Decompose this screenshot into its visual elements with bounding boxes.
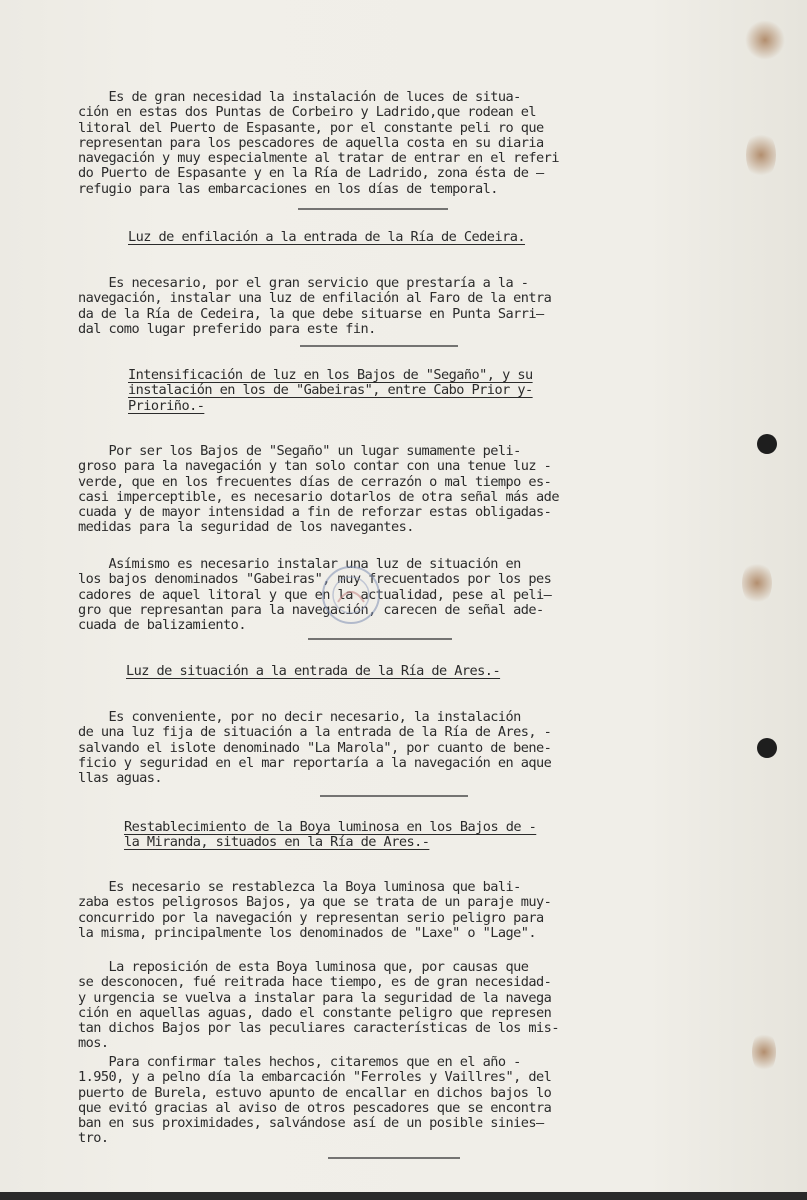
text-line: instalación en los de "Gabeiras", entre Cabo Prior y-: [128, 382, 533, 399]
punch-hole: [757, 434, 777, 454]
text-line: medidas para la seguridad de los navegantes.: [78, 519, 414, 536]
text-line: Intensificación de luz en los Bajos de "Segaño", y su: [128, 367, 533, 383]
separator-rule: [300, 345, 458, 347]
text-line: concurrido por la navegación y representan serio peligro para: [78, 909, 544, 926]
heading-ares: [126, 664, 704, 679]
text-line: Es necesario se restablezca la Boya luminosa que bali-: [78, 879, 521, 895]
text-line: Restablecimiento de la Boya luminosa en los Bajos de -: [124, 819, 537, 835]
text-line: casi imperceptible, es necesario dotarlos de otra señal más ade: [78, 488, 559, 505]
text-line: Asímismo es necesario instalar una luz de situación en: [78, 556, 521, 572]
text-line: ción en estas dos Puntas de Corbeiro y Ladrido,que rodean el: [78, 104, 537, 121]
text-line: dal como lugar preferido para este fin.: [78, 320, 376, 337]
heading-cedeira: [128, 230, 706, 245]
paragraph-espasante: [78, 90, 656, 197]
heading-miranda: [124, 820, 702, 851]
separator-rule: [298, 208, 448, 210]
paragraph-ares: [78, 710, 656, 786]
text-line: Es conveniente, por no decir necesario, la instalación: [78, 709, 521, 725]
text-line: los bajos denominados "Gabeiras", muy frecuentados por los pes: [78, 571, 552, 588]
text-line: gro que represantan para la navegación, carecen de señal ade-: [78, 601, 544, 618]
text-line: que evitó gracias al aviso de otros pescadores que se encontra: [78, 1099, 552, 1116]
text-line: ficio y seguridad en el mar reportaría a la navegación en aque: [78, 754, 552, 771]
text-line: do Puerto de Espasante y en la Ría de Ladrido, zona ésta de —: [78, 165, 544, 182]
rust-stain: [752, 1030, 776, 1074]
text-line: cuada y de mayor intensidad a fin de reforzar estas obligadas-: [78, 504, 552, 521]
separator-rule: [308, 638, 452, 640]
text-line: salvando el islote denominado "La Marola", por cuanto de bene-: [78, 739, 552, 756]
watermark-stamp-icon: [318, 562, 384, 628]
text-line: llas aguas.: [78, 770, 162, 787]
text-line: la Miranda, situados en la Ría de Ares.-: [124, 834, 430, 851]
text-line: la misma, principalmente los denominados de "Laxe" o "Lage".: [78, 924, 537, 941]
text-line: de una luz fija de situación a la entrada de la Ría de Ares, -: [78, 724, 552, 741]
text-line: Es necesario, por el gran servicio que prestaría a la -: [78, 275, 529, 291]
text-line: da de la Ría de Cedeira, la que debe situarse en Punta Sarri—: [78, 305, 544, 322]
rust-stain: [746, 130, 776, 180]
text-line: mos.: [78, 1035, 109, 1052]
text-line: tro.: [78, 1130, 109, 1147]
text-line: La reposición de esta Boya luminosa que, por causas que: [78, 959, 529, 975]
text-line: ban en sus proximidades, salvándose así de un posible sinies—: [78, 1115, 544, 1132]
text-line: Luz de enfilación a la entrada de la Ría de Cedeira.: [128, 229, 525, 245]
text-line: cuada de balizamiento.: [78, 617, 246, 634]
text-line: navegación y muy especialmente al tratar de entrar en el referi: [78, 150, 559, 167]
separator-rule: [328, 1157, 460, 1159]
rust-stain: [745, 20, 785, 60]
page-bottom-edge: [0, 1192, 807, 1200]
text-line: ción en aquellas aguas, dado el constante peligro que represen: [78, 1004, 552, 1021]
paragraph-reposicion: [78, 960, 656, 1052]
text-line: Luz de situación a la entrada de la Ría de Ares.-: [126, 663, 501, 679]
text-line: y urgencia se vuelva a instalar para la seguridad de la navega: [78, 989, 552, 1006]
separator-rule: [320, 795, 468, 797]
text-line: navegación, instalar una luz de enfilación al Faro de la entra: [78, 290, 552, 307]
text-line: refugio para las embarcaciones en los días de temporal.: [78, 180, 498, 197]
heading-segano-gabeiras: [128, 368, 706, 414]
paragraph-cedeira: [78, 276, 656, 337]
text-line: zaba estos peligrosos Bajos, ya que se trata de un paraje muy-: [78, 894, 552, 911]
text-line: Es de gran necesidad la instalación de luces de situa-: [78, 89, 521, 105]
text-line: litoral del Puerto de Espasante, por el constante peli ro que: [78, 119, 544, 136]
text-line: representan para los pescadores de aquella costa en su diaria: [78, 134, 544, 151]
text-line: Por ser los Bajos de "Segaño" un lugar sumamente peli-: [78, 443, 521, 459]
text-line: se desconocen, fué reitrada hace tiempo, es de gran necesidad-: [78, 974, 552, 991]
text-line: tan dichos Bajos por las peculiares características de los mis-: [78, 1020, 559, 1037]
text-line: puerto de Burela, estuvo apunto de encallar en dichos bajos lo: [78, 1084, 552, 1101]
paragraph-boya: [78, 880, 656, 941]
rust-stain: [742, 560, 772, 606]
text-line: verde, que en los frecuentes días de cerrazón o mal tiempo es-: [78, 473, 552, 490]
text-line: Para confirmar tales hechos, citaremos que en el año -: [78, 1054, 521, 1070]
text-line: 1.950, y a pelno día la embarcación "Ferroles y Vaillres", del: [78, 1069, 552, 1086]
paragraph-confirmar: [78, 1055, 656, 1147]
punch-hole: [757, 738, 777, 758]
paragraph-segano: [78, 444, 656, 536]
text-line: groso para la navegación y tan solo contar con una tenue luz -: [78, 458, 552, 475]
text-line: Prioriño.-: [128, 397, 205, 414]
text-line: cadores de aquel litoral y que en la actualidad, pese al peli—: [78, 586, 552, 603]
